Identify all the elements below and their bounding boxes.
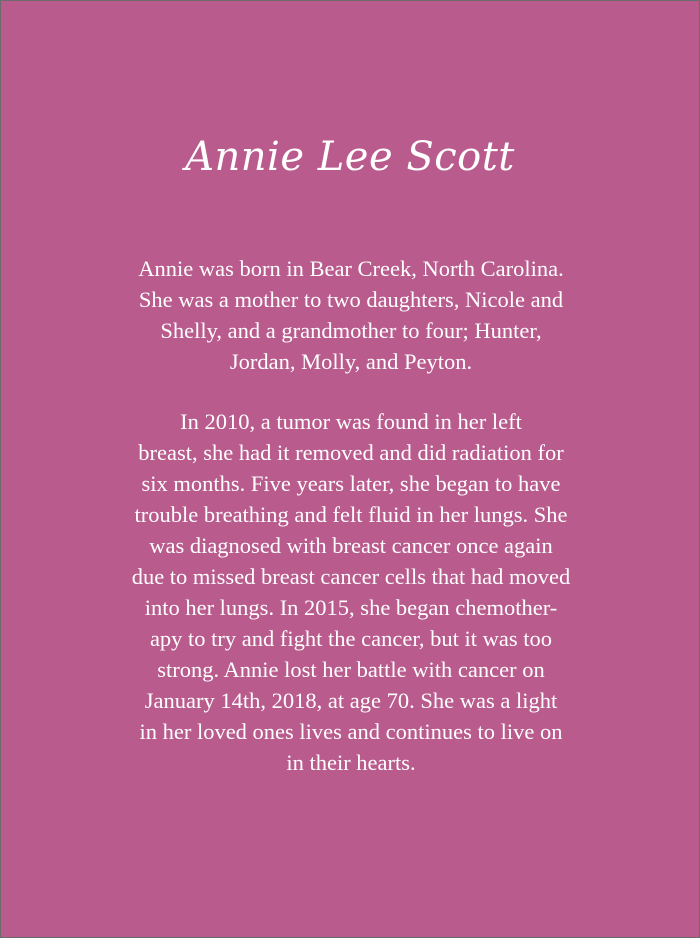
biography-paragraph-1 [111, 253, 591, 377]
text-line: January 14th, 2018, at age 70. She was a light [144, 688, 558, 713]
text-line: six months. Five years later, she began to have [141, 471, 561, 496]
text-line: into her lungs. In 2015, she began chemother- [144, 595, 558, 620]
text-line: in her loved ones lives and continues to live on [139, 719, 563, 744]
text-line: Jordan, Molly, and Peyton. [229, 349, 473, 374]
text-line: apy to try and fight the cancer, but it was too [149, 626, 553, 651]
biography-paragraph-2 [111, 406, 591, 778]
text-line: In 2010, a tumor was found in her left [180, 409, 522, 434]
text-line: in their hearts. [286, 750, 416, 775]
text-line: was diagnosed with breast cancer once again [149, 533, 553, 558]
text-line: She was a mother to two daughters, Nicole and [138, 287, 564, 312]
text-line: breast, she had it removed and did radiation for [138, 440, 564, 465]
text-line: trouble breathing and felt fluid in her lungs. She [134, 502, 568, 527]
text-line: Shelly, and a grandmother to four; Hunter, [160, 318, 542, 343]
text-line: due to missed breast cancer cells that had moved [131, 564, 571, 589]
page-title: Annie Lee Scott [185, 134, 515, 180]
text-line: strong. Annie lost her battle with cancer on [157, 657, 545, 682]
text-line: Annie was born in Bear Creek, North Carolina. [138, 256, 564, 281]
